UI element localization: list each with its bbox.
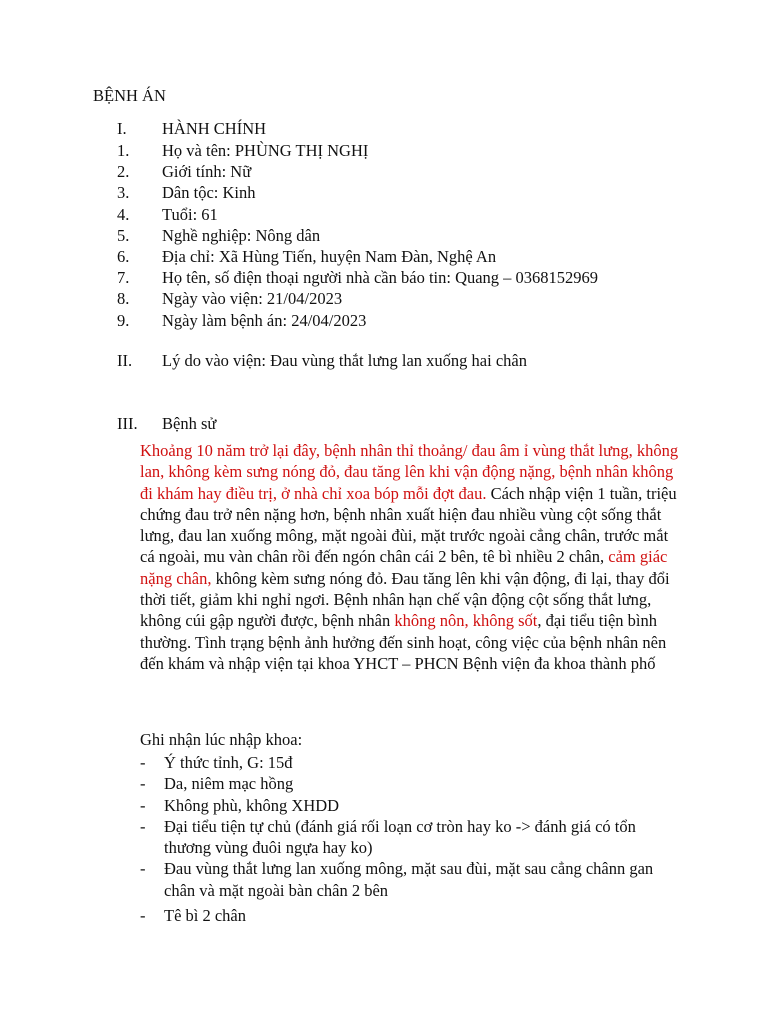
history-text: không kèm sưng nóng đỏ. Đau tăng lên khi vận động, đi lại, thay đổi thời tiết, giảm khi nghỉ ngơi. Bệnh nhân hạn chế vận động cột sống thắt lưng, không cúi gập người được, bệnh nhân [140, 568, 670, 631]
list-item: 7. Họ tên, số điện thoại người nhà cần báo tin: Quang – 0368152969 [117, 268, 599, 288]
section-2-reason: Lý do vào viện: Đau vùng thắt lưng lan xuống hai chân [162, 351, 527, 370]
list-item: 2. Giới tính: Nữ [117, 162, 252, 182]
highlighted-text: cảm giác nặng chân, [140, 547, 668, 588]
section-1-heading: HÀNH CHÍNH [162, 119, 267, 138]
section-3-number: III. [117, 414, 138, 433]
highlighted-text: không nôn, không sốt [394, 611, 538, 631]
list-item: 3. Dân tộc: Kinh [117, 183, 256, 203]
list-item: - Tê bì 2 chân [140, 906, 247, 926]
section-2-number: II. [117, 351, 133, 370]
highlighted-text: Khoảng 10 năm trở lại đây, bệnh nhân thỉ thoảng/ đau âm ỉ vùng thắt lưng, không lan, không kèm sưng nóng đỏ, đau tăng lên khi vận động nặng, bệnh nhân không đi khám hay điều trị, ở nhà chỉ xoa bóp mỗi đợt đau. [140, 441, 679, 503]
list-item: 5. Nghề nghiệp: Nông dân [117, 225, 321, 245]
document-title: BỆNH ÁN [93, 86, 166, 105]
list-item: 4. Tuổi: 61 [117, 204, 218, 224]
list-item: - Da, niêm mạc hồng [140, 774, 294, 794]
administrative-info-list [117, 141, 598, 332]
list-item: - Không phù, không XHDD [140, 795, 340, 815]
history-text: Cách nhập viện 1 tuần, triệu chứng đau trở nên nặng hơn, bệnh nhân xuất hiện đau nhiều vùng cột sống thắt lưng, đau lan xuống mông, mặt ngoài đùi, mặt trước ngoài cẳng chân, trước mắt cá ngoài, mu vàn chân rồi đến ngón chân cái 2 bên, tê bì nhiều 2 chân, [140, 483, 677, 567]
admission-notes-list [140, 752, 685, 926]
list-item: - Ý thức tỉnh, G: 15đ [140, 753, 293, 772]
section-3-heading: Bệnh sử [162, 414, 217, 433]
section-1-number: I. [117, 119, 127, 138]
list-item: 9. Ngày làm bệnh án: 24/04/2023 [117, 310, 367, 330]
list-item: 1. Họ và tên: PHÙNG THỊ NGHỊ [117, 141, 369, 160]
history-text: , đại tiểu tiện bình thường. Tình trạng bệnh ảnh hưởng đến sinh hoạt, công việc của bệnh nhân nên đến khám và nhập viện tại khoa YHCT – PHCN Bệnh viện đa khoa thành phố [140, 611, 667, 673]
list-item: 8. Ngày vào viện: 21/04/2023 [117, 289, 343, 309]
list-item: 6. Địa chỉ: Xã Hùng Tiến, huyện Nam Đàn, Nghệ An [117, 246, 497, 266]
admission-notes-heading: Ghi nhận lúc nhập khoa: [140, 730, 303, 749]
list-item: - Đại tiểu tiện tự chủ (đánh giá rối loạn cơ tròn hay ko -> đánh giá có tổn thương vùng đuôi ngựa hay ko) [140, 816, 636, 858]
list-item: - Đau vùng thắt lưng lan xuống mông, mặt sau đùi, mặt sau cẳng chânn gan chân và mặt ngoài bàn chân 2 bên [140, 859, 654, 900]
history-paragraph [140, 440, 680, 674]
